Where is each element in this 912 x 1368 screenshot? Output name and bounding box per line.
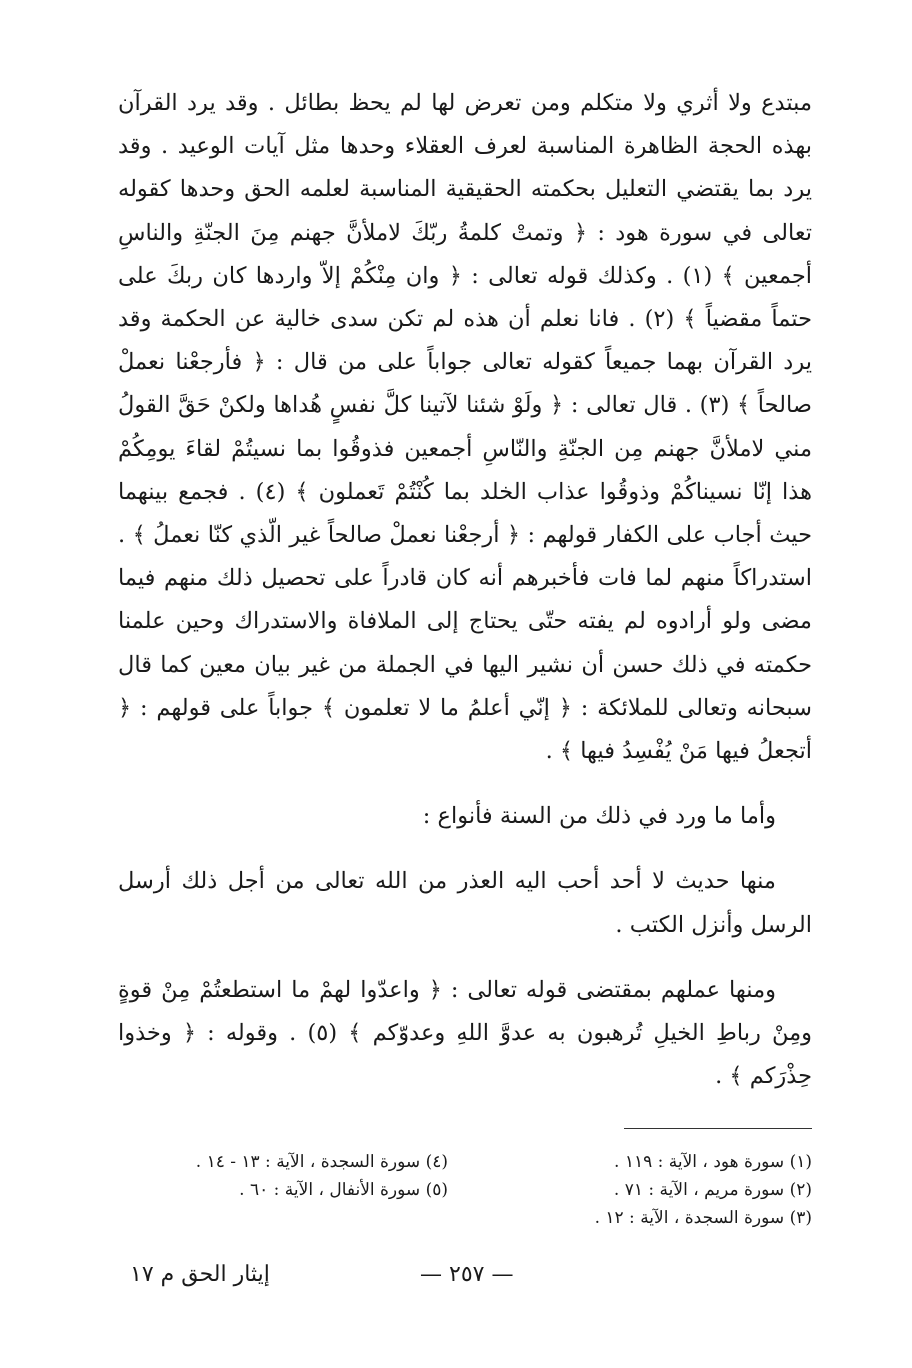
running-title: إيثار الحق م ١٧	[130, 1262, 270, 1287]
footnote-5: (٥) سورة الأنفال ، الآية : ٦٠ .	[239, 1180, 448, 1200]
page-number: — ٢٥٧ —	[420, 1262, 514, 1287]
footnotes-right-column	[482, 1148, 812, 1232]
footnotes	[118, 1148, 812, 1232]
paragraph-gap	[118, 947, 812, 969]
page-footer	[0, 1262, 912, 1302]
footnote-4: (٤) سورة السجدة ، الآية : ١٣ - ١٤ .	[195, 1152, 448, 1172]
footnote-3: (٣) سورة السجدة ، الآية : ١٢ .	[594, 1208, 812, 1228]
paragraph-2: وأما ما ورد في ذلك من السنة فأنواع :	[422, 803, 776, 830]
main-text	[118, 82, 812, 1098]
paragraph-gap	[118, 838, 812, 860]
paragraph-gap	[118, 773, 812, 795]
footnote-2: (٢) سورة مريم ، الآية : ٧١ .	[613, 1180, 812, 1200]
paragraph-1: مبتدع ولا أثري ولا متكلم ومن تعرض لها لم يحظ بطائل . وقد يرد القرآن بهذه الحجة الظاهرة المناسبة لعرف العقلاء وحدها مثل آيات الوعيد . وقد يرد بما يقتضي التعليل بحكمته الحقيقية المناسبة لعلمه الحق وحدها كقوله تعالى في سورة هود : ﴿ وتمتْ كلمةُ ربّكَ لاملأنَّ جهنم مِنَ الجنّةِ والناسِ أجمعين ﴾ (١) . وكذلك قوله تعالى : ﴿ وان مِنْكُمْ إلاّ واردها كان ربكَ على حتماً مقضياً ﴾ (٢) . فانا نعلم أن هذه لم تكن سدى خالية عن الحكمة وقد يرد القرآن بهما جميعاً كقوله تعالى جواباً على من قال : ﴿ فأرجعْنا نعملْ صالحاً ﴾ (٣) . قال تعالى : ﴿ ولَوْ شئنا لآتينا كلَّ نفسٍ هُداها ولكنْ حَقَّ القولُ مني لاملأنَّ جهنم مِن الجنّةِ والنّاسِ أجمعين فذوقُوا بما نسيتُمْ لقاءَ يومِكُمْ هذا إنّا نسيناكُمْ وذوقُوا عذاب الخلد بما كُنْتُمْ تَعملون ﴾ (٤) . فجمع بينهما حيث أجاب على الكفار قولهم : ﴿ أرجعْنا نعملْ صالحاً غير الّذي كنّا نعملُ ﴾ . استدراكاً منهم لما فات فأخبرهم أنه كان قادراً على تحصيل ذلك منهم فيما مضى ولو أرادوه لم يفته حتّى يحتاج إلى الملافاة والاستدراك وحين علمنا حكمته في ذلك حسن أن نشير اليها في الجملة من غير بيان معين كما قال سبحانه وتعالى للملائكة : ﴿ إنّي أعلمُ ما لا تعلمون ﴾ جواباً على قولهم : ﴿ أتجعلُ فيها مَنْ يُفْسِدُ فيها ﴾ .	[118, 90, 812, 765]
paragraph-4: ومنها عملهم بمقتضى قوله تعالى : ﴿ واعدّوا لهمْ ما استطعتُمْ مِنْ قوةٍ ومِنْ رباطِ الخيلِ تُرهبون به عدوَّ اللهِ وعدوّكم ﴾ (٥) . وقوله : ﴿ وخذوا حِذْرَكم ﴾ .	[118, 976, 812, 1090]
footnote-divider	[624, 1128, 812, 1129]
footnote-1: (١) سورة هود ، الآية : ١١٩ .	[614, 1152, 812, 1172]
paragraph-3: منها حديث لا أحد أحب اليه العذر من الله تعالى من أجل ذلك أرسل الرسل وأنزل الكتب .	[118, 868, 812, 938]
footnotes-left-column	[118, 1148, 448, 1232]
